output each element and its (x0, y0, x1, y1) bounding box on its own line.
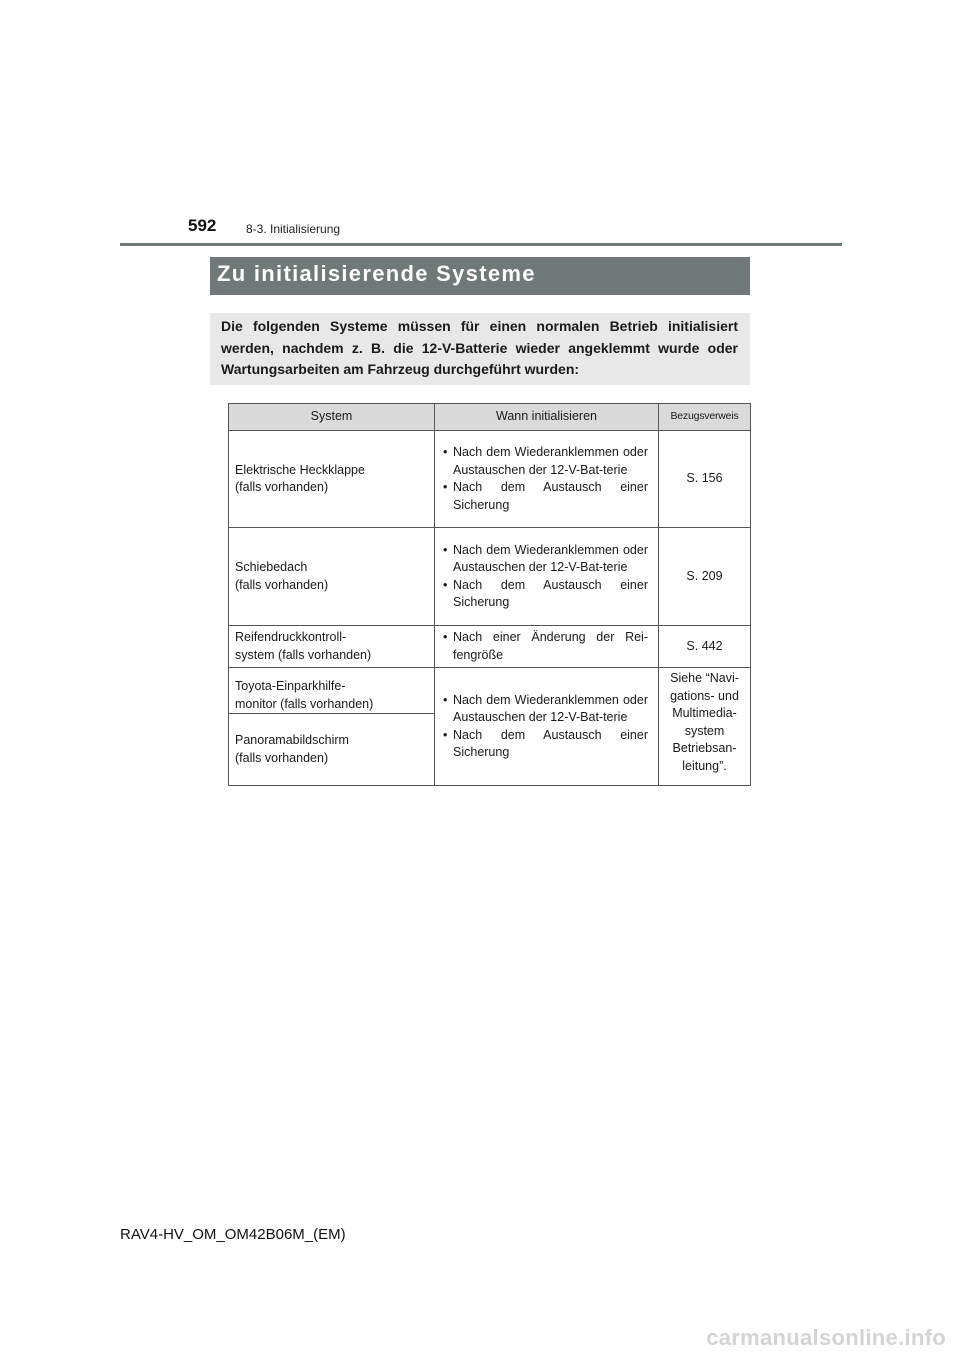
system-cell (229, 528, 435, 626)
list-item: • Nach dem Austausch einer Sicherung (443, 577, 648, 612)
system-cell (229, 714, 435, 786)
list-item: • Nach einer Änderung der Rei-fengröße (443, 629, 648, 664)
table-row (229, 528, 751, 626)
list-item: • Nach dem Austausch einer Sicherung (443, 479, 648, 514)
system-name: Panoramabildschirm (235, 733, 349, 747)
list-item: • Nach dem Austausch einer Sicherung (443, 727, 648, 762)
header-system: System (229, 404, 435, 431)
systems-table (228, 403, 751, 786)
reference-line: gations- und (670, 688, 739, 703)
system-note: (falls vorhanden) (235, 750, 329, 765)
section-reference: 8-3. Initialisierung (246, 222, 341, 236)
system-name: Elektrische Heckklappe (235, 462, 365, 477)
system-note: (falls vorhanden) (235, 577, 329, 592)
reference-cell (659, 668, 751, 786)
system-note: (falls vorhanden) (235, 480, 329, 494)
system-cell (229, 431, 435, 528)
reference-line: leitung”. (682, 758, 727, 773)
page-number: 592 (188, 216, 217, 235)
intro-text: Die folgenden Systeme müssen für einen normalen Betrieb initialisiert werden, nachdem z. B. die 12-V-Batterie wieder angeklemmt wurde oder Wartungsarbeiten am Fahrzeug durchgeführt wurden: (221, 318, 738, 377)
table-header-row (229, 404, 751, 431)
system-name: Reifendruckkontroll- (235, 630, 347, 644)
reference-cell: S. 209 (659, 528, 751, 626)
table-row (229, 626, 751, 668)
table-row (229, 668, 751, 714)
system-note: monitor (falls vorhanden) (235, 696, 374, 711)
system-note: system (falls vorhanden) (235, 647, 372, 662)
list-item: • Nach dem Wiederanklemmen oder Austauschen der 12-V-Bat-terie (443, 692, 648, 727)
reference-cell: S. 156 (659, 431, 751, 528)
when-cell (435, 668, 659, 786)
system-cell (229, 668, 435, 714)
system-name: Toyota-Einparkhilfe- (235, 679, 346, 693)
intro-box (210, 313, 750, 385)
reference-line: system (684, 723, 725, 738)
header-when: Wann initialisieren (435, 404, 659, 431)
when-cell (435, 528, 659, 626)
system-cell (229, 626, 435, 668)
when-cell (435, 431, 659, 528)
header-reference: Bezugsverweis (659, 404, 751, 431)
table-row (229, 431, 751, 528)
section-title-bar (210, 257, 750, 295)
list-item: • Nach dem Wiederanklemmen oder Austauschen der 12-V-Bat-terie (443, 444, 648, 479)
header-divider (120, 243, 842, 246)
document-id: RAV4-HV_OM_OM42B06M_(EM) (120, 1226, 346, 1243)
reference-line: Multimedia- (672, 706, 737, 720)
section-title: Zu initialisierende Systeme (217, 261, 536, 286)
system-name: Schiebedach (235, 560, 308, 574)
reference-cell: S. 442 (659, 626, 751, 668)
list-item: • Nach dem Wiederanklemmen oder Austauschen der 12-V-Bat-terie (443, 542, 648, 577)
reference-line: Siehe “Navi- (670, 671, 739, 685)
reference-line: Betriebsan- (672, 741, 737, 755)
when-cell (435, 626, 659, 668)
watermark: carmanualsonline.info (706, 1325, 946, 1350)
